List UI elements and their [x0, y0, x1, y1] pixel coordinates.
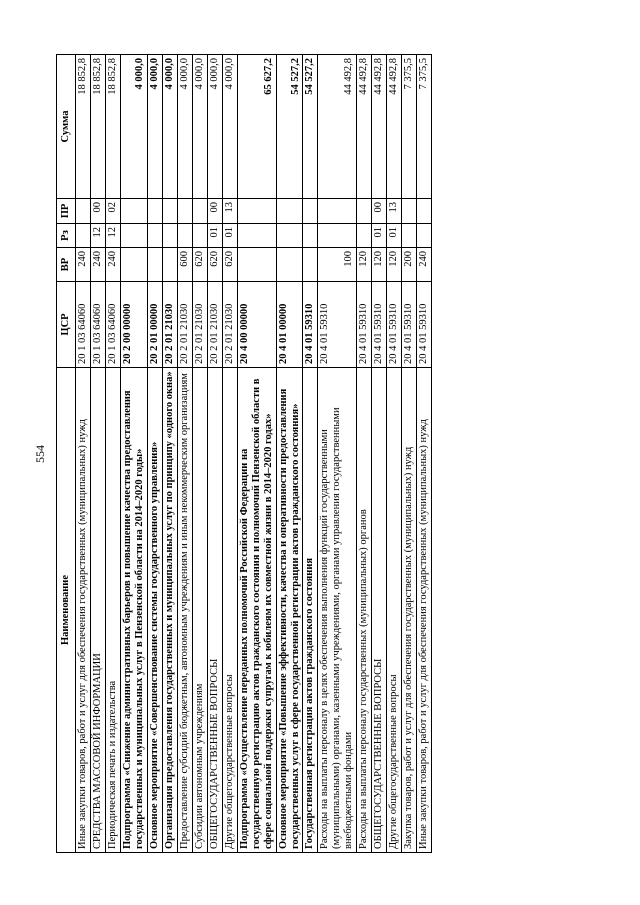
- cell-rz: [120, 224, 147, 248]
- cell-pr: [177, 199, 192, 224]
- cell-name: Субсидии автономным учреждениям: [192, 368, 207, 853]
- cell-sum: 44 492,8: [357, 55, 372, 199]
- cell-pr: [237, 199, 276, 224]
- table-row: [222, 55, 237, 853]
- table-body: [75, 55, 431, 853]
- cell-csr: 20 4 00 00000: [237, 282, 276, 368]
- cell-sum: 7 375,5: [402, 55, 417, 199]
- cell-csr: 20 1 03 64060: [105, 282, 120, 368]
- cell-vr: [120, 248, 147, 282]
- cell-vr: 100: [318, 248, 357, 282]
- cell-sum: 4 000,0: [162, 55, 177, 199]
- cell-pr: [402, 199, 417, 224]
- cell-rz: [357, 224, 372, 248]
- cell-pr: [276, 199, 303, 224]
- rotated-page-content: [56, 55, 593, 853]
- table-container: [56, 55, 593, 853]
- cell-pr: [357, 199, 372, 224]
- cell-rz: [276, 224, 303, 248]
- cell-name: Иные закупки товаров, работ и услуг для обеспечения государственных (муниципальных) нужд: [417, 368, 432, 853]
- cell-rz: 12: [90, 224, 105, 248]
- table-row: [237, 55, 276, 853]
- cell-csr: 20 4 01 59310: [372, 282, 387, 368]
- cell-rz: [417, 224, 432, 248]
- cell-vr: [162, 248, 177, 282]
- table-row: [387, 55, 402, 853]
- table-row: [318, 55, 357, 853]
- cell-vr: [276, 248, 303, 282]
- cell-sum: 4 000,0: [207, 55, 222, 199]
- cell-vr: [303, 248, 318, 282]
- cell-sum: 4 000,0: [192, 55, 207, 199]
- cell-name: Другие общегосударственные вопросы: [222, 368, 237, 853]
- cell-pr: 02: [105, 199, 120, 224]
- cell-sum: 18 852,8: [90, 55, 105, 199]
- cell-pr: [162, 199, 177, 224]
- table-row: [105, 55, 120, 853]
- cell-sum: 4 000,0: [147, 55, 162, 199]
- cell-pr: 13: [222, 199, 237, 224]
- table-row: [417, 55, 432, 853]
- cell-sum: 54 527,2: [303, 55, 318, 199]
- cell-vr: 240: [105, 248, 120, 282]
- page-number: 554: [33, 445, 47, 463]
- cell-vr: 120: [387, 248, 402, 282]
- cell-name: Расходы на выплаты персоналу в целях обеспечения выполнения функций государственными (муниципальными) органами, казенными учреждениями, органами управления государственными внебюджетными фондами: [318, 368, 357, 853]
- table-row: [372, 55, 387, 853]
- cell-pr: 13: [387, 199, 402, 224]
- cell-vr: 240: [90, 248, 105, 282]
- cell-pr: [417, 199, 432, 224]
- cell-sum: 7 375,5: [417, 55, 432, 199]
- cell-pr: 00: [90, 199, 105, 224]
- cell-vr: 600: [177, 248, 192, 282]
- cell-csr: 20 4 01 59310: [402, 282, 417, 368]
- cell-pr: [318, 199, 357, 224]
- cell-sum: 44 492,8: [318, 55, 357, 199]
- cell-rz: [402, 224, 417, 248]
- cell-csr: 20 2 01 21030: [222, 282, 237, 368]
- cell-csr: 20 1 03 64060: [90, 282, 105, 368]
- cell-rz: 12: [105, 224, 120, 248]
- cell-csr: 20 2 01 21030: [162, 282, 177, 368]
- cell-sum: 4 000,0: [222, 55, 237, 199]
- cell-csr: 20 4 01 59310: [387, 282, 402, 368]
- cell-name: Подпрограмма «Осуществление переданных полномочий Российской Федерации на государственную регистрацию актов гражданского состояния и полномочий Пензенской области в сфере социальной поддержки супругам к юбилеям их совместной жизни в 2014–2020 годах»: [237, 368, 276, 853]
- table-row: [276, 55, 303, 853]
- cell-name: ОБЩЕГОСУДАРСТВЕННЫЕ ВОПРОСЫ: [372, 368, 387, 853]
- cell-pr: [192, 199, 207, 224]
- cell-csr: 20 2 01 00000: [147, 282, 162, 368]
- table-header-row: [57, 55, 76, 853]
- cell-sum: 4 000,0: [120, 55, 147, 199]
- budget-table: [56, 54, 432, 853]
- cell-csr: 20 2 01 21030: [177, 282, 192, 368]
- header-name: Наименование: [57, 368, 76, 853]
- cell-name: Государственная регистрация актов гражданского состояния: [303, 368, 318, 853]
- cell-rz: 01: [387, 224, 402, 248]
- table-row: [90, 55, 105, 853]
- cell-rz: 01: [372, 224, 387, 248]
- cell-name: Периодическая печать и издательства: [105, 368, 120, 853]
- cell-sum: 18 852,8: [105, 55, 120, 199]
- cell-sum: 4 000,0: [177, 55, 192, 199]
- cell-csr: 20 4 01 59310: [318, 282, 357, 368]
- table-row: [120, 55, 147, 853]
- cell-pr: [147, 199, 162, 224]
- cell-sum: 18 852,8: [75, 55, 90, 199]
- cell-rz: [192, 224, 207, 248]
- cell-rz: [177, 224, 192, 248]
- table-row: [357, 55, 372, 853]
- cell-pr: 00: [372, 199, 387, 224]
- cell-name: Предоставление субсидий бюджетным, автономным учреждениям и иным некоммерческим организациям: [177, 368, 192, 853]
- cell-name: Подпрограмма «Снижение административных барьеров и повышение качества предоставления государственных и муниципальных услуг в Пензенской области на 2014–2020 годы»: [120, 368, 147, 853]
- cell-rz: [75, 224, 90, 248]
- cell-name: Основное мероприятие «Совершенствование системы государственного управления»: [147, 368, 162, 853]
- table-row: [177, 55, 192, 853]
- cell-rz: [147, 224, 162, 248]
- cell-vr: [147, 248, 162, 282]
- table-row: [303, 55, 318, 853]
- cell-pr: [120, 199, 147, 224]
- cell-sum: 44 492,8: [387, 55, 402, 199]
- cell-name: Расходы на выплаты персоналу государственных (муниципальных) органов: [357, 368, 372, 853]
- table-row: [147, 55, 162, 853]
- cell-rz: [303, 224, 318, 248]
- cell-csr: 20 4 01 59310: [303, 282, 318, 368]
- cell-vr: 240: [417, 248, 432, 282]
- cell-name: Другие общегосударственные вопросы: [387, 368, 402, 853]
- cell-rz: [237, 224, 276, 248]
- cell-rz: [318, 224, 357, 248]
- cell-rz: 01: [222, 224, 237, 248]
- cell-name: Закупка товаров, работ и услуг для обеспечения государственных (муниципальных) нужд: [402, 368, 417, 853]
- cell-csr: 20 2 01 21030: [207, 282, 222, 368]
- cell-csr: 20 4 01 59310: [357, 282, 372, 368]
- header-pr: ПР: [57, 199, 76, 224]
- cell-csr: 20 4 01 00000: [276, 282, 303, 368]
- cell-vr: [237, 248, 276, 282]
- cell-name: Основное мероприятие «Повышение эффективности, качества и оперативности предоставления государственных услуг в сфере государственной регистрации актов гражданского состояния»: [276, 368, 303, 853]
- cell-vr: 620: [192, 248, 207, 282]
- cell-name: ОБЩЕГОСУДАРСТВЕННЫЕ ВОПРОСЫ: [207, 368, 222, 853]
- table-row: [402, 55, 417, 853]
- cell-rz: 01: [207, 224, 222, 248]
- table-row: [207, 55, 222, 853]
- cell-csr: 20 2 00 00000: [120, 282, 147, 368]
- cell-name: СРЕДСТВА МАССОВОЙ ИНФОРМАЦИИ: [90, 368, 105, 853]
- cell-pr: 00: [207, 199, 222, 224]
- cell-pr: [303, 199, 318, 224]
- cell-csr: 20 2 01 21030: [192, 282, 207, 368]
- cell-vr: 240: [75, 248, 90, 282]
- cell-vr: 120: [357, 248, 372, 282]
- cell-name: Организация предоставления государственных и муниципальных услуг по принципу «одного окна»: [162, 368, 177, 853]
- table-row: [162, 55, 177, 853]
- header-sum: Сумма: [57, 55, 76, 199]
- table-row: [75, 55, 90, 853]
- header-vr: ВР: [57, 248, 76, 282]
- cell-vr: 620: [207, 248, 222, 282]
- cell-csr: 20 1 03 64060: [75, 282, 90, 368]
- header-csr: ЦСР: [57, 282, 76, 368]
- cell-sum: 65 627,2: [237, 55, 276, 199]
- cell-vr: 200: [402, 248, 417, 282]
- cell-rz: [162, 224, 177, 248]
- cell-pr: [75, 199, 90, 224]
- cell-vr: 120: [372, 248, 387, 282]
- cell-vr: 620: [222, 248, 237, 282]
- cell-name: Иные закупки товаров, работ и услуг для обеспечения государственных (муниципальных) нужд: [75, 368, 90, 853]
- header-rz: Рз: [57, 224, 76, 248]
- cell-sum: 44 492,8: [372, 55, 387, 199]
- cell-sum: 54 527,2: [276, 55, 303, 199]
- table-row: [192, 55, 207, 853]
- cell-csr: 20 4 01 59310: [417, 282, 432, 368]
